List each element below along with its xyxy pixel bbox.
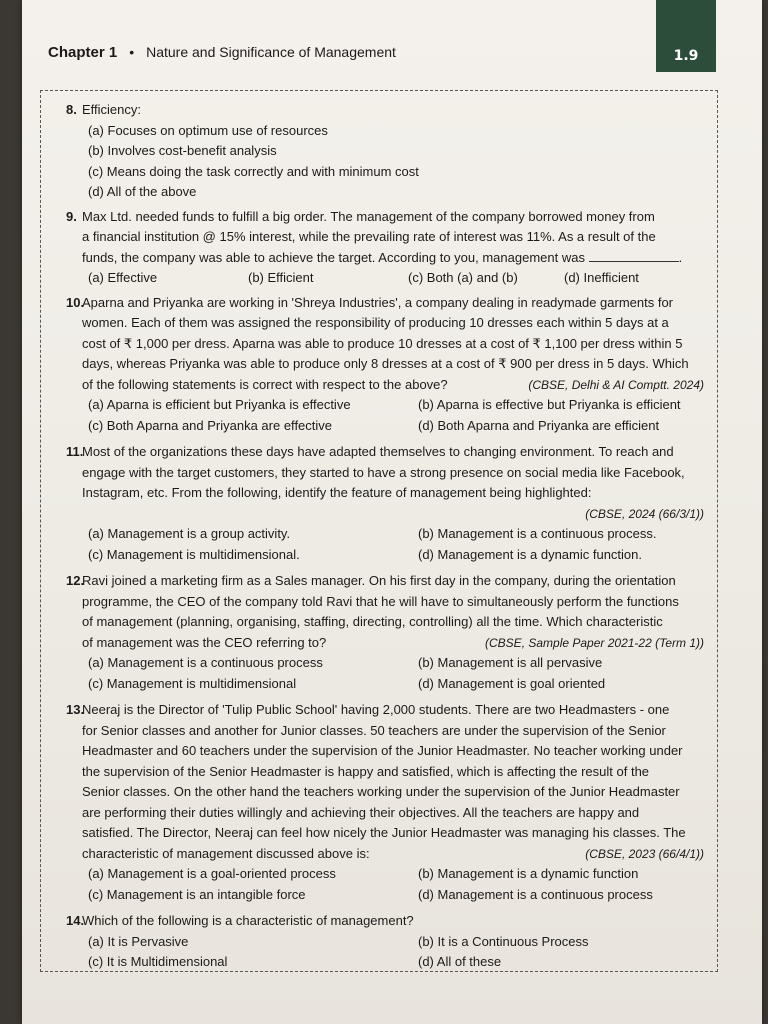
question-text-line: are performing their duties willingly and achieving their objectives. All the teachers are happy and — [82, 804, 640, 820]
question-text-line: the supervision of the Senior Headmaster is happy and satisfied, which is affecting the result of the — [82, 763, 650, 779]
option-b: (b) It is a Continuous Process — [418, 933, 589, 949]
answer-blank — [589, 249, 679, 262]
option-d: (d) Management is a continuous process — [418, 886, 653, 902]
option-d: (d) Management is goal oriented — [418, 675, 606, 691]
question-number: 9. — [66, 208, 77, 224]
option-d: (d) All of the above — [88, 184, 197, 199]
running-header — [48, 44, 396, 61]
question-text-line: funds, the company was able to achieve the target. According to you, management was — [82, 249, 585, 265]
option-a: (a) Management is a group activity. — [88, 526, 291, 541]
option-d: (d) Management is a dynamic function. — [418, 546, 642, 562]
question-8 — [42, 100, 712, 203]
option-b: (b) Aparna is effective but Priyanka is efficient — [418, 397, 681, 412]
option-a: (a) It is Pervasive — [88, 933, 189, 949]
option-c: (c) Means doing the task correctly and with minimum cost — [88, 163, 419, 179]
question-text-line: of management was the CEO referring to? — [82, 634, 327, 650]
header-bullet: • — [129, 44, 135, 60]
chapter-title: Nature and Significance of Management — [146, 44, 396, 60]
options-row — [88, 268, 712, 289]
question-text-line: satisfied. The Director, Neeraj can feel how nicely the Junior Headmaster was managing his classes. The — [82, 825, 686, 840]
question-stem: Which of the following is a characteristic of management? — [82, 913, 414, 928]
question-10 — [42, 293, 712, 437]
question-text-line: Headmaster and 60 teachers under the supervision of the Junior Headmaster. No teacher working under — [82, 743, 683, 758]
option-c: (c) Both Aparna and Priyanka are effective — [88, 417, 333, 433]
option-b: (b) Management is a continuous process. — [418, 526, 657, 541]
option-d: (d) Inefficient — [564, 270, 639, 285]
options-row — [88, 932, 712, 953]
question-text-line: Most of the organizations these days have adapted themselves to changing environment. To reach and — [82, 444, 674, 459]
question-text-line: a financial institution @ 15% interest, while the prevailing rate of interest was 11%. As a result of the — [82, 229, 656, 244]
options-row — [88, 545, 712, 566]
question-text-line: characteristic of management discussed above is: — [82, 845, 370, 861]
question-stem: Efficiency: — [82, 102, 142, 117]
option-c: (c) Management is multidimensional. — [88, 546, 300, 562]
question-text-line: Aparna and Priyanka are working in 'Shreya Industries', a company dealing in readymade garments for — [82, 294, 674, 310]
question-12 — [42, 571, 712, 694]
option-a: (a) Management is a goal-oriented process — [88, 866, 336, 881]
question-text-line: of the following statements is correct with respect to the above? — [82, 376, 448, 392]
question-list — [42, 92, 712, 973]
question-number: 8. — [66, 102, 77, 117]
question-text-line: Instagram, etc. From the following, identify the feature of management being highlighted: — [82, 485, 592, 500]
question-11 — [42, 442, 712, 565]
option-d: (d) All of these — [418, 954, 502, 969]
question-text-line: women. Each of them was assigned the responsibility of producing 10 dresses each within 5 days at a — [82, 315, 669, 330]
question-number: 13. — [66, 702, 85, 717]
options-row — [88, 864, 712, 885]
question-text-line: Neeraj is the Director of 'Tulip Public School' having 2,000 students. There are two Headmasters - one — [82, 702, 670, 717]
page-number: 1.9 — [673, 48, 699, 64]
options-row — [88, 653, 712, 674]
option-c: (c) Management is multidimensional — [88, 675, 297, 691]
question-text-line: cost of ₹ 1,000 per dress. Aparna was able to produce 10 dresses at a cost of ₹ 1,100 per dress within 5 — [82, 335, 683, 351]
question-number: 11. — [66, 444, 84, 459]
options-row — [88, 524, 712, 545]
options-row — [88, 952, 712, 973]
question-text-line: programme, the CEO of the company told Ravi that he will have to simultaneously perform the functions — [82, 593, 679, 609]
question-text-line: Senior classes. On the other hand the teachers working under the supervision of the Junior Headmaster — [82, 784, 680, 799]
options-row — [88, 885, 712, 906]
question-text-line: Max Ltd. needed funds to fulfill a big order. The management of the company borrowed money from — [82, 208, 655, 224]
question-9: 9. Max Ltd. needed funds to fulfill a big order. The management of the company borrowed money from a financial institution @ 15% interest, while the prevailing rate of interest was 11%. As a result of the funds, the company was able to achieve the target. According to you, management was . (a) Effective (b) Efficient (c) Both (a) and (b) (d) Inefficient — [42, 207, 712, 289]
question-number: 14. — [66, 913, 85, 928]
option-c: (c) It is Multidimensional — [88, 954, 228, 969]
option-a: (a) Aparna is efficient but Priyanka is effective — [88, 397, 351, 412]
source-citation: (CBSE, Sample Paper 2021-22 (Term 1)) — [485, 635, 704, 650]
option-d: (d) Both Aparna and Priyanka are efficient — [418, 417, 660, 433]
question-number: 12. — [66, 573, 85, 588]
source-citation: (CBSE, 2024 (66/3/1)) — [585, 506, 704, 521]
question-number: 10. — [66, 294, 85, 310]
option-b: (b) Management is all pervasive — [418, 655, 603, 670]
option-a: (a) Focuses on optimum use of resources — [88, 122, 328, 138]
question-text-line: Ravi joined a marketing firm as a Sales manager. On his first day in the company, during the orientation — [82, 573, 676, 588]
option-b: (b) Efficient — [248, 270, 314, 285]
question-14 — [42, 911, 712, 973]
option-b: (b) Involves cost-benefit analysis — [88, 143, 277, 158]
options-row — [88, 674, 712, 695]
source-citation: (CBSE, Delhi & AI Comptt. 2024) — [528, 377, 704, 392]
option-a: (a) Effective — [88, 270, 158, 285]
option-c: (c) Both (a) and (b) — [408, 270, 518, 285]
question-text-line: for Senior classes and another for Junior classes. 50 teachers are under the supervision of the Senior — [82, 722, 666, 738]
options-row — [88, 395, 712, 416]
page-number-tab — [656, 0, 716, 72]
option-a: (a) Management is a continuous process — [88, 655, 323, 670]
question-text-line: of management (planning, organising, staffing, directing, controlling) all the time. Which characteristic — [82, 614, 663, 629]
option-b: (b) Management is a dynamic function — [418, 866, 639, 881]
options-row — [88, 416, 712, 437]
option-c: (c) Management is an intangible force — [88, 886, 306, 902]
source-citation: (CBSE, 2023 (66/4/1)) — [585, 846, 704, 861]
question-13 — [42, 700, 712, 905]
question-text-line: days, whereas Priyanka was able to produce only 8 dresses at a cost of ₹ 900 per dress in 5 days. Which — [82, 356, 689, 371]
question-text-line: engage with the target customers, they started to have a strong presence on social media like Facebook, — [82, 464, 685, 480]
chapter-label: Chapter 1 — [48, 44, 118, 61]
